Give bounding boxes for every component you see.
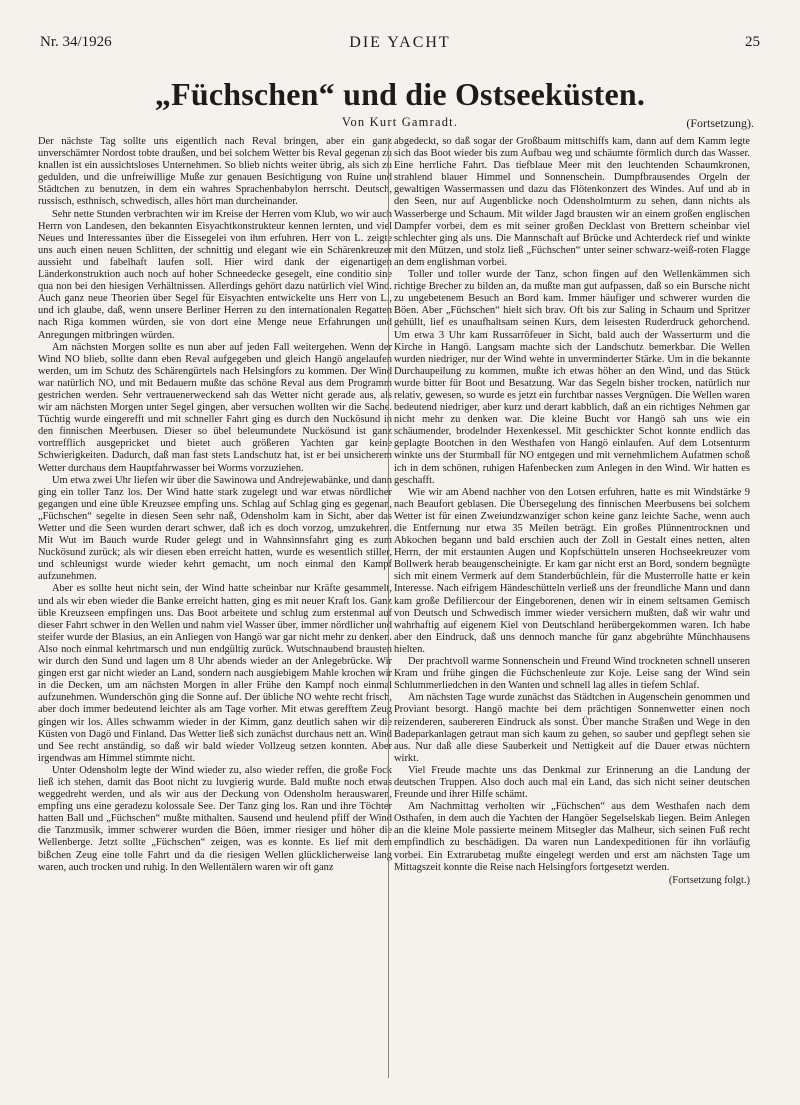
paragraph: Wie wir am Abend nachher von den Lotsen erfuhren, hatte es mit Windstärke 9 nach Beaufort geblasen. Die Übersegelung des finnischen Meerbusens bei solchem Wetter ist für einen Zweiundzwanziger schon keine ganz leichte Sache, wenn auch die Entfernung nur etwa 35 Meilen beträgt. Ein großes Plünnentrocknen und Abkochen begann und bald erschien auch der Zoll in Gestalt eines netten, alten Herrn, der mit erstaunten Augen und Kopfschütteln unseren Hochseekreuzer vom Bollwerk herab beaugenscheinigte. Er kam gar nicht erst an Bord, sondern begnügte sich mit einem Vermerk auf dem Standerbüchlein, für die Musterrolle hatte er kein Interesse. Nach eifrigem Händeschütteln verließ uns der freundliche Mann und dann kam große Defiliercour der Eingeborenen, denen wir in einem seltsamen Gemisch von Deutsch und Schwedisch immer wieder versichern mußten, daß wir wahr und wahrhaftig auf eigenem Kiel von Deutschland herübergekommen waren. Ich habe aber den Eindruck, daß uns dennoch manche für ganz abgebrühte Münchhausens hielten. [394,486,750,655]
paragraph: Toller und toller wurde der Tanz, schon fingen auf den Wellenkämmen sich richtige Brecher zu bilden an, da mußte man gut aufpassen, daß so ein Bursche nicht zu ungebetenem Besuch an Bord kam. Immer häufiger und schwerer wurden die Böen. Aber „Füchschen“ hielt sich brav. Oft bis zur Saling in Schaum und Spritzer gehüllt, lief es unaufhaltsam seinen Kurs, dem leisesten Ruderdruck gehorchend. Um etwa 3 Uhr kam Russarröfeuer in Sicht, bald auch der Wasserturm und die Kirche in Hangö. Langsam machte sich der Landschutz bemerkbar. Die Wellen wurden niedriger, nur der Wind wehte in unverminderter Stärke. Um in die bekannte Durchaupeilung zu kommen, mußte ich etwas höher an den Wind, und das Stück wurde bitter für Boot und Besatzung. War das Segeln bisher trocken, natürlich nur relativ, gewesen, so wurde es jetzt ein furchtbar nasses Vergnügen. Die Wellen waren bedeutend niedriger, aber kurz und derart kabblich, daß an ein richtiges Nehmen gar nicht mehr zu denken war. Die kleine Bucht vor Hangö sah uns wie ein schäumender, brodelnder Hexenkessel. Mit geschickter Schot konnte endlich das geplagte Bootchen in den Westhafen von Hangö einlaufen. Auf dem Lotsenturm winkte uns der Sturmball für NO entgegen und mit vernehmlichem Aufatmen schoß ich in dem schönen, ruhigen Hafenbecken zum Anlegen in den Wind. Wir hatten es geschafft. [394,269,750,486]
paragraph: Am nächsten Morgen sollte es nun aber auf jeden Fall weitergehen. Wenn der Wind NO blieb, sollte dann eben Reval aufgegeben und gleich Hangö angelaufen werden, um im Schutz des Schärengürtels nach Helsingfors zu kommen. Der Wind war natürlich NO, und mit Bedauern mußte das schöne Reval aus dem Programm gestrichen werden. Sehr vertrauenerweckend sah das Wetter nicht gerade aus, als wir am nächsten Morgen unter Segel gingen, aber versuchen wollten wir die Sache. Tüchtig wurde eingerefft und mit schneller Fahrt ging es durch den Nuckösund in den finnischen Meerbusen. Dieser so übel beleumundete Nuckösund ist ganz vortrefflich ausgepricket und bietet auch größeren Yachten gar keine Schwierigkeiten. Dadurch, daß man fast stets Landschutz hat, ist er bei unsicherem Wetter durchaus dem Hauptfahrwasser bei Worms vorzuziehen. [38,341,392,474]
article-byline: Von Kurt Gamradt. [341,115,459,129]
magazine-name: DIE YACHT [349,34,451,51]
paragraph: Am nächsten Tage wurde zunächst das Städtchen in Augenschein genommen und Proviant besorgt. Hangö machte bei dem prächtigen Sonnenwetter einen noch reizenderen, saubereren Eindruck als sonst. Über manche Straßen und Wege in den Badeparkanlagen getraut man sich kaum zu gehen, so sauber und gepflegt sehen sie aus. Nur daß alle diese Sauberkeit und Nettigkeit auf die Dauer etwas nüchtern wirkt. [394,692,750,764]
paragraph: Viel Freude machte uns das Denkmal zur Erinnerung an die Landung der deutschen Truppen. Also doch auch mal ein Land, das sich nicht seiner deutschen Freunde und ihrer Hilfe schämt. [394,764,750,801]
paragraph: Sehr nette Stunden verbrachten wir im Kreise der Herren vom Klub, wo wir auch Herrn von Landesen, den bekannten Eisyachtkonstrukteur kennen lernten, und viel Neues und Interessantes über die Eissegelei von ihm erfuhren. Herr von L. zeigte uns auch einen neuen Schlitten, der schnittig und elegant wie ein Schärenkreuzer aussieht und fabelhaft laufen soll. Hier wird dank der eigenartigen Länderkonstruktion auch noch auf hoher Schneedecke gesegelt, eine conditio sine qua non bei den hiesigen Verhältnissen. Allerdings gehört dazu natürlich viel Wind. Auch ganz neue Theorien über Segel für Eisyachten entwickelte uns Herr von L., und ich glaube, daß, wenn unsere Berliner Herren zu den internationalen Regatten nach Riga kommen würden, sie von dort eine Menge neue Erfahrungen und Anregungen mitbringen würden. [38,208,392,341]
paragraph: Unter Odensholm legte der Wind wieder zu, also wieder reffen, die große Fock ließ ich stehen, damit das Boot nicht zu luvgierig wurde. Bald mußte noch etwas weggedreht werden, und als wir aus der Deckung von Odensholm herauswaren, empfing uns eine geradezu kolossale See. Der Tanz ging los. Ran und ihre Töchter hatten Ball und „Füchschen“ mußte mithalten. Sausend und heulend pfiff der Wind die Tanzmusik, immer schwerer wurden die Böen, immer riesiger und höher die Wellenberge. Jetzt sollte „Füchschen“ zeigen, was es konnte. Es lief mit dem bißchen Zeug eine tolle Fahrt und da die riesigen Wellen glücklicherweise lang waren, auch trocken und ruhig. In den Wellentälern waren wir oft ganz [38,764,392,873]
column-divider [388,138,389,1078]
continued-note: (Fortsetzung). [686,116,754,130]
paragraph: Um etwa zwei Uhr liefen wir über die Sawinowa und Andrejewabänke, und dann ging ein toller Tanz los. Der Wind hatte stark zugelegt und war etwas nördlicher gegangen und eine üble Kreuzsee empfing uns. Schlag auf Schlag ging es gegenan, „Füchschen“ segelte in diesen Seen sehr naß, Odensholm kam in Sicht, aber das Wetter und die Seen wurden derart schwer, daß ich es doch vorzog, umzukehren. Mit Wut im Bauch wurde Ruder gelegt und in Wahnsinnsfahrt ging es zum Nuckösund zurück; als wir diesen eben erreicht hatten, wurde es wesentlich stiller, und schleunigst wurde wieder kehrt gemacht, um noch einmal den Kampf aufzunehmen. [38,474,392,583]
article-title: „Füchschen“ und die Ostseeküsten. [154,76,646,112]
paragraph: abgedeckt, so daß sogar der Großbaum mittschiffs kam, dann auf dem Kamm legte sich das Boot wieder bis zum Aufbau weg und schäumte förmlich durch das Wasser. Eine herrliche Fahrt. Das tiefblaue Meer mit den leuchtenden Schaumkronen, strahlend blauer Himmel und Sonnenschein. Dumpfbrausendes Orgeln der gewaltigen Wassermassen und dazu das Flötenkonzert des Windes. Auf und ab in den Seen, nur auf Augenblicke noch Odensholmturm zu sehen, dann nichts als Wasserberge und Schaum. Mit wilder Jagd brausten wir an einem großen englischen Dampfer vorbei, dem es mit seiner großen Decklast von Brettern scheinbar viel schlechter ging als uns. Die Mannschaft auf Brücke und Achterdeck rief und winkte mit den Mützen, und stolz ließ „Füchschen“ unter seiner schwarz-weiß-roten Flagge an dem englishman vorbei. [394,136,750,268]
paragraph: Der nächste Tag sollte uns eigentlich nach Reval bringen, aber ein ganz unverschämter Nordost tobte draußen, und bei solchem Wetter bis Reval gegenan zu knallen ist ein aussichtsloses Unternehmen. So blieb nichts weiter übrig, als sich zu gedulden, und die unfreiwillige Muße zur genauen Besichtigung von Ruine und Städtchen zu benutzen, in dem ein wahres Sprachenbabylon herrscht. Deutsch, russisch, esthnisch, schwedisch, alles hört man durcheinander. [38,136,392,208]
issue-number: Nr. 34/1926 [40,34,112,50]
paragraph: Der prachtvoll warme Sonnenschein und Freund Wind trockneten schnell unseren Kram und frühe gingen die Füchschenleute zur Koje. Leise sang der Wind sein Schlummerliedchen in den Wanten und schnell lag alles in tiefem Schlaf. [394,656,750,692]
paragraph: Aber es sollte heut nicht sein, der Wind hatte scheinbar nur Kräfte gesammelt, und als wir eben wieder die Banke erreicht hatten, ging es mit neuer Kraft los. Ganz üble Kreuzseen empfingen uns. Das Boot arbeitete und schlug zum erstenmal auf dieser Fahrt schwer in den Wellen und nahm viel Wasser über, immer nördlicher und steifer wurde der Blasius, an ein Anliegen von Hangö war gar nicht mehr zu denken. Also noch einmal kehrtmarsch und nun endgültig zurück. Wutschnaubend brausten wir durch den Sund und lagen um 8 Uhr abends wieder an der Anlegebrücke. Wir gingen erst gar nicht wieder an Land, sondern nach ausgiebigem Mahle krochen wir in die Decken, um am nächsten Morgen in aller Frühe den Kampf noch einmal aufzunehmen. Wunderschön ging die Sonne auf. Der übliche NO wehte recht frisch, aber doch immer bedeutend leichter als am Tage vorher. Mit etwas gerefftem Zeug gingen wir los. Alles schwamm wieder in der Kimm, ganz deutlich sahen wir die Küsten von Dagö und Finland. Das Wetter ließ sich zunächst durchaus nett an. Wind und See recht anständig, so daß wir bald wieder Vollzeug setzen konnten. Aber irgendwas am Himmel stimmte nicht. [38,583,392,764]
closing-note: (Fortsetzung folgt.) [668,874,750,886]
text-column-left [38,136,392,874]
paragraph: Am Nachmittag verholten wir „Füchschen“ aus dem Westhafen nach dem Osthafen, in dem auch die Yachten der Hangöer Segelselskab liegen. Beim Anlegen an die kleine Mole passierte meinem Mitsegler das Malheur, sich seinen Fuß recht empfindlich zu beschädigen. Da waren nun Landexpeditionen für ihn vorläufig vorbei. Ein Extrarubetag mußte eingelegt werden und erst am nächsten Tage um Mittagszeit konnte die Reise nach Helsingfors fortgesetzt werden. [394,801,750,873]
running-head [40,34,760,56]
page-number: 25 [745,34,760,50]
text-column-right [394,136,750,887]
